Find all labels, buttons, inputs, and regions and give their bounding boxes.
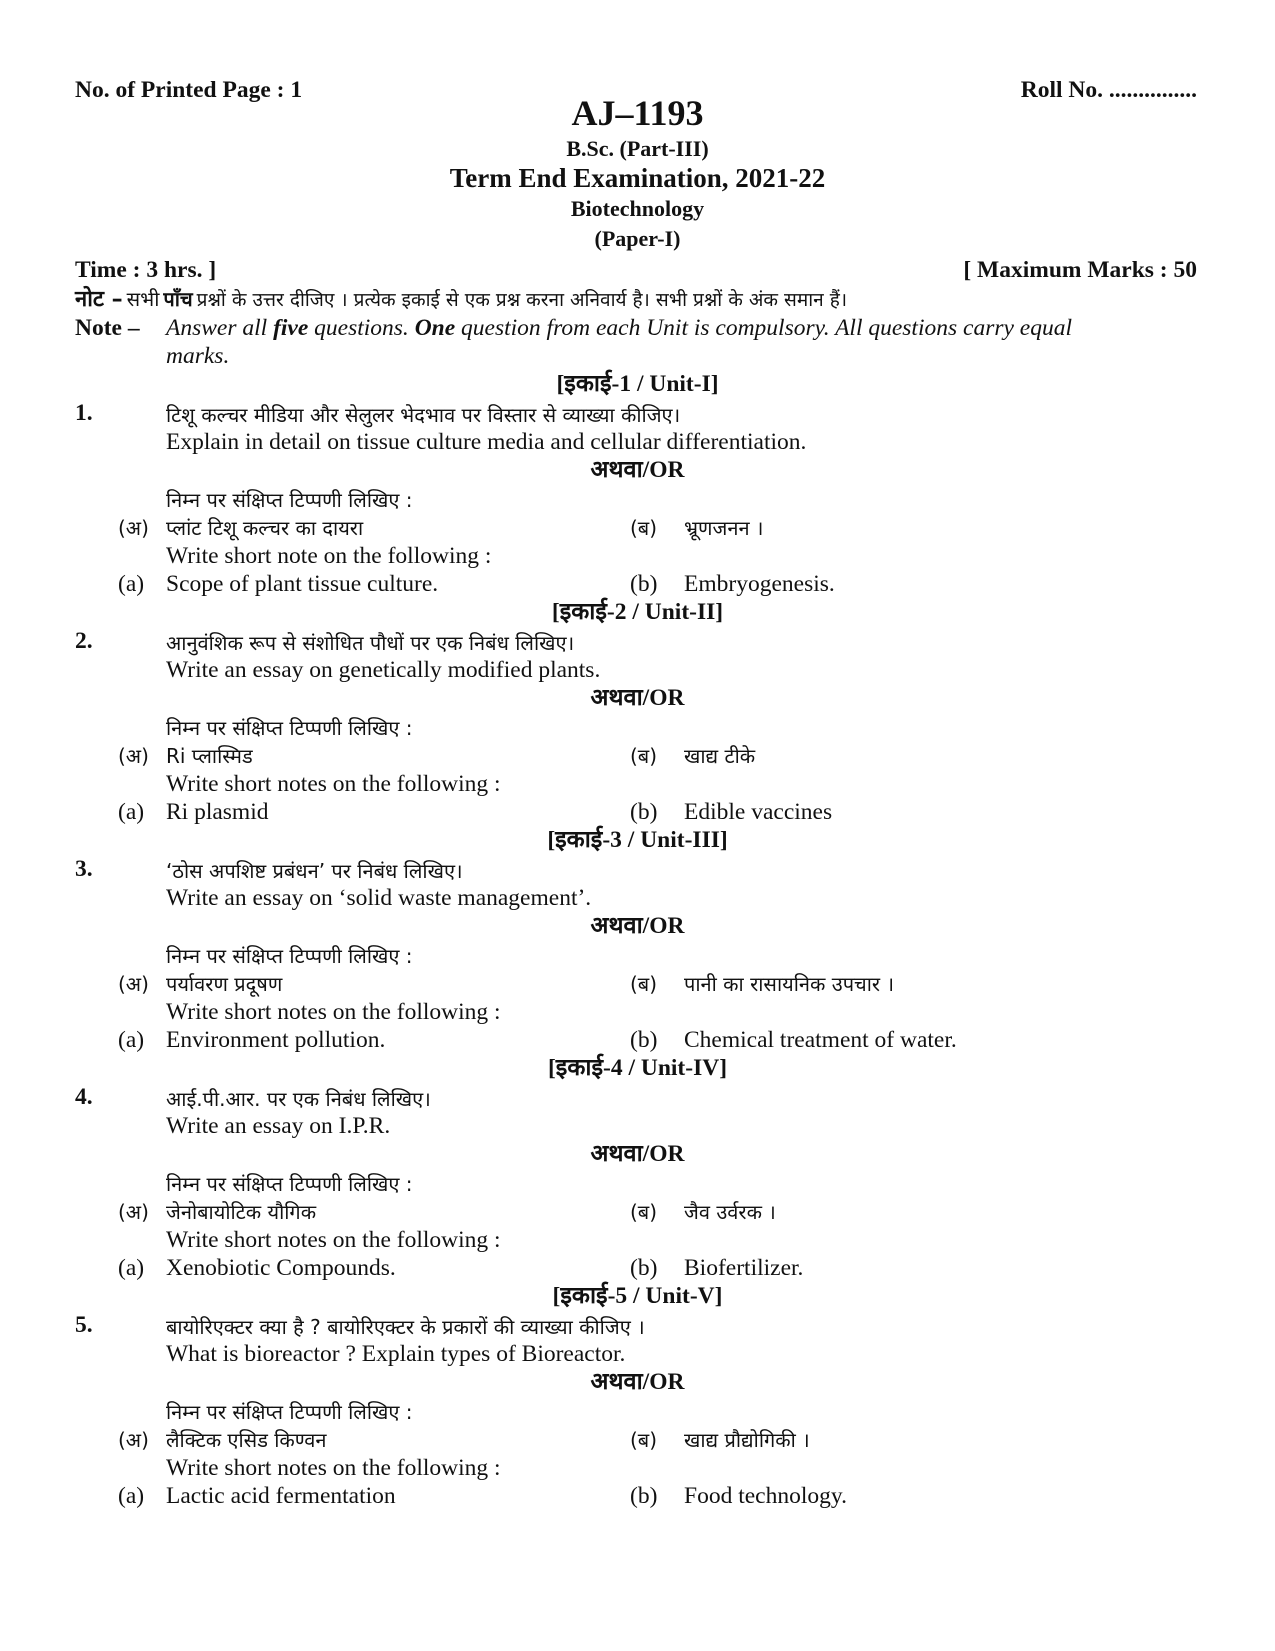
option-a-hindi: प्लांट टिशू कल्चर का दायरा (166, 516, 364, 540)
note-text-1: Answer all (166, 315, 268, 341)
option-a-english: Scope of plant tissue culture. (166, 571, 439, 597)
subject: Biotechnology (570, 196, 705, 221)
unit-heading: [इकाई-5 / Unit-V] (552, 1283, 723, 1309)
alt-instruction-english: Write short notes on the following : (166, 771, 501, 797)
note-label: Note – (75, 315, 140, 341)
or-separator: अथवा/OR (590, 457, 685, 483)
option-a-label-hindi: (अ) (118, 1428, 149, 1452)
option-a-label-hindi: (अ) (118, 972, 149, 996)
printed-pages: No. of Printed Page : 1 (75, 77, 303, 103)
option-b-hindi: पानी का रासायनिक उपचार । (684, 972, 895, 996)
option-b-label: (b) (630, 1483, 658, 1509)
question-english: Write an essay on ‘solid waste management’. (166, 885, 592, 911)
option-a-english: Xenobiotic Compounds. (166, 1255, 396, 1281)
question-number: 5. (75, 1312, 93, 1338)
unit-heading: [इकाई-4 / Unit-IV] (547, 1055, 728, 1081)
alt-instruction-english: Write short note on the following : (166, 543, 492, 569)
note-text-4: marks. (166, 343, 230, 369)
or-separator: अथवा/OR (590, 685, 685, 711)
unit-heading: [इकाई-2 / Unit-II] (551, 599, 724, 625)
note-hindi-text-2: प्रश्नों के उत्तर दीजिए । प्रत्येक इकाई से एक प्रश्न करना अनिवार्य है। सभी प्रश्नों के अंक समान हैं। (196, 289, 848, 311)
option-a-english: Environment pollution. (166, 1027, 386, 1053)
course: B.Sc. (Part-III) (566, 136, 709, 161)
question-hindi: ‘ठोस अपशिष्ट प्रबंधन’ पर निबंध लिखिए। (166, 859, 463, 883)
option-b-label-hindi: (ब) (630, 1200, 658, 1224)
option-a-label: (a) (118, 1255, 145, 1281)
unit-heading: [इकाई-3 / Unit-III] (547, 827, 728, 853)
option-a-hindi: जेनोबायोटिक यौगिक (166, 1200, 317, 1224)
question-number: 3. (75, 856, 93, 882)
note-hindi-text-1: सभी (126, 287, 160, 311)
option-a-label: (a) (118, 1483, 145, 1509)
alt-instruction-english: Write short notes on the following : (166, 999, 501, 1025)
option-a-label-hindi: (अ) (118, 1200, 149, 1224)
note-text-3: question from each Unit is compulsory. All questions carry equal (461, 315, 1073, 341)
option-a-label: (a) (118, 571, 145, 597)
option-b-english: Chemical treatment of water. (684, 1027, 957, 1053)
option-a-english: Ri plasmid (166, 799, 269, 825)
option-b-hindi: खाद्य प्रौद्योगिकी । (684, 1428, 810, 1452)
option-b-english: Food technology. (684, 1483, 847, 1509)
alt-instruction-hindi: निम्न पर संक्षिप्त टिप्पणी लिखिए : (166, 944, 413, 968)
option-b-hindi: जैव उर्वरक । (684, 1200, 776, 1224)
question-number: 4. (75, 1084, 93, 1110)
option-b-label-hindi: (ब) (630, 516, 658, 540)
option-b-label: (b) (630, 1027, 658, 1053)
option-b-english: Embryogenesis. (684, 571, 835, 597)
question-number: 1. (75, 400, 93, 426)
paper-code: AJ–1193 (571, 93, 704, 133)
question-english: Explain in detail on tissue culture media and cellular differentiation. (166, 429, 807, 455)
option-b-label: (b) (630, 799, 658, 825)
question-hindi: आनुवंशिक रूप से संशोधित पौधों पर एक निबंध लिखिए। (166, 631, 575, 655)
option-a-english: Lactic acid fermentation (166, 1483, 396, 1509)
option-b-label-hindi: (ब) (630, 744, 658, 768)
option-b-label: (b) (630, 571, 658, 597)
or-separator: अथवा/OR (590, 913, 685, 939)
question-english: What is bioreactor ? Explain types of Bioreactor. (166, 1341, 626, 1367)
option-a-label-hindi: (अ) (118, 744, 149, 768)
exam-title: Term End Examination, 2021-22 (449, 163, 826, 193)
note-hindi-bold: पाँच (163, 287, 193, 311)
note-hindi-label: नोट – (75, 287, 123, 312)
alt-instruction-hindi: निम्न पर संक्षिप्त टिप्पणी लिखिए : (166, 1400, 413, 1424)
question-number: 2. (75, 628, 93, 654)
option-a-hindi: Ri प्लास्मिड (166, 744, 253, 768)
option-b-english: Biofertilizer. (684, 1255, 804, 1281)
note-hindi (75, 284, 847, 317)
or-separator: अथवा/OR (590, 1141, 685, 1167)
question-hindi: बायोरिएक्टर क्या है ? बायोरिएक्टर के प्रकारों की व्याख्या कीजिए । (166, 1315, 645, 1339)
option-b-label-hindi: (ब) (630, 1428, 658, 1452)
option-b-hindi: भ्रूणजनन । (684, 516, 764, 540)
time-allowed: Time : 3 hrs. ] (75, 257, 217, 283)
alt-instruction-english: Write short notes on the following : (166, 1227, 501, 1253)
question-english: Write an essay on genetically modified plants. (166, 657, 601, 683)
option-b-hindi: खाद्य टीके (684, 744, 756, 768)
option-a-hindi: लैक्टिक एसिड किण्वन (166, 1428, 327, 1452)
option-a-label-hindi: (अ) (118, 516, 149, 540)
note-bold-five: five (273, 315, 309, 341)
roll-no: Roll No. ............... (1020, 77, 1197, 103)
alt-instruction-hindi: निम्न पर संक्षिप्त टिप्पणी लिखिए : (166, 1172, 413, 1196)
alt-instruction-hindi: निम्न पर संक्षिप्त टिप्पणी लिखिए : (166, 716, 413, 740)
alt-instruction-english: Write short notes on the following : (166, 1455, 501, 1481)
option-a-label: (a) (118, 799, 145, 825)
option-a-hindi: पर्यावरण प्रदूषण (166, 972, 283, 996)
question-hindi: आई.पी.आर. पर एक निबंध लिखिए। (166, 1087, 431, 1111)
or-separator: अथवा/OR (590, 1369, 685, 1395)
option-b-english: Edible vaccines (684, 799, 833, 825)
note-english (166, 314, 1072, 343)
option-b-label-hindi: (ब) (630, 972, 658, 996)
note-bold-one: One (414, 315, 456, 341)
option-a-label: (a) (118, 1027, 145, 1053)
note-text-2: questions. (314, 315, 409, 341)
maximum-marks: [ Maximum Marks : 50 (963, 257, 1197, 283)
question-hindi: टिशू कल्चर मीडिया और सेलुलर भेदभाव पर विस्तार से व्याख्या कीजिए। (166, 403, 681, 427)
question-english: Write an essay on I.P.R. (166, 1113, 391, 1139)
option-b-label: (b) (630, 1255, 658, 1281)
paper-number: (Paper-I) (594, 226, 681, 251)
alt-instruction-hindi: निम्न पर संक्षिप्त टिप्पणी लिखिए : (166, 488, 413, 512)
unit-heading: [इकाई-1 / Unit-I] (556, 371, 719, 397)
